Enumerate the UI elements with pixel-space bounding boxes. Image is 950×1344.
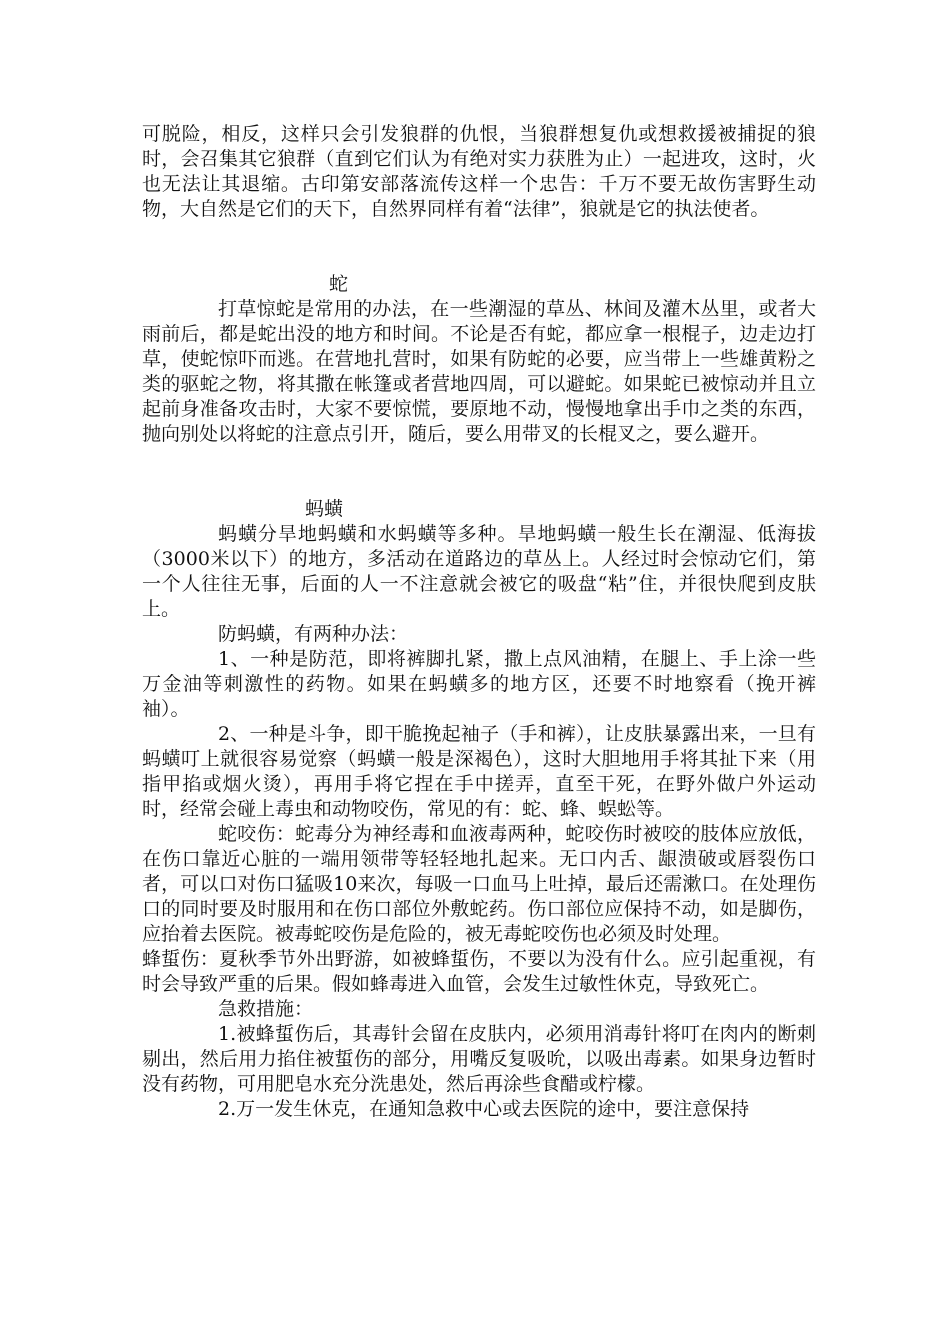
leech-method-2-paragraph: 2、一种是斗争，即干脆挽起袖子（手和裤），让皮肤暴露出来，一旦有蚂蟥叮上就很容易觉察（蚂蟥一般是深褐色），这时大胆地用手将其扯下来（用指甲掐或烟火烫），再用手将它捏在手中搓弄，直至干死，在野外做户外运动时，经常会碰上毒虫和动物咬伤，常见的有：蛇、蜂、蜈蚣等。 <box>142 723 816 820</box>
snake-paragraph: 打草惊蛇是常用的办法，在一些潮湿的草丛、林间及灌木丛里，或者大雨前后，都是蛇出没的地方和时间。不论是否有蛇，都应拿一根棍子，边走边打草，使蛇惊吓而逃。在营地扎营时，如果有防蛇的必要，应当带上一些雄黄粉之类的驱蛇之物，将其撒在帐篷或者营地四周，可以避蛇。如果蛇已被惊动并且立起前身准备攻击时，大家不要惊慌，要原地不动，慢慢地拿出手巾之类的东西，抛向别处以将蛇的注意点引开，随后，要么用带叉的长棍叉之，要么避开。 <box>142 298 816 445</box>
first-aid-step-2: 2.万一发生休克，在通知急救中心或去医院的途中，要注意保持 <box>218 1098 750 1120</box>
snake-bite-paragraph: 蛇咬伤：蛇毒分为神经毒和血液毒两种，蛇咬伤时被咬的肢体应放低，在伤口靠近心脏的一端用领带等轻轻地扎起来。无口内舌、龈溃破或唇裂伤口者，可以口对伤口猛吸10来次，每吸一口血马上吐掉，最后还需漱口。在处理伤口的同时要及时服用和在伤口部位外敷蛇药。伤口部位应保持不动，如是脚伤，应抬着去医院。被毒蛇咬伤是危险的，被无毒蛇咬伤也必须及时处理。 <box>142 823 816 945</box>
first-aid-step-1: 1.被蜂蜇伤后，其毒针会留在皮肤内，必须用消毒针将叮在肉内的断刺剔出，然后用力掐住被蜇伤的部分，用嘴反复吸吮，以吸出毒素。如果身边暂时没有药物，可用肥皂水充分洗患处，然后再涂些食醋或柠檬。 <box>142 1023 816 1095</box>
leech-heading: 蚂蟥 <box>305 498 344 520</box>
bee-sting-paragraph: 蜂蜇伤：夏秋季节外出野游，如被蜂蜇伤，不要以为没有什么。应引起重视，有时会导致严重的后果。假如蜂毒进入血管，会发生过敏性休克，导致死亡。 <box>142 948 816 995</box>
snake-heading: 蛇 <box>329 273 349 295</box>
leech-intro-paragraph: 蚂蟥分旱地蚂蟥和水蚂蟥等多种。旱地蚂蟥一般生长在潮湿、低海拔（3000米以下）的地方，多活动在道路边的草丛上。人经过时会惊动它们，第一个人往往无事，后面的人一不注意就会被它的吸盘“粘”住，并很快爬到皮肤上。 <box>142 523 816 620</box>
document-page <box>142 122 816 1122</box>
spacer <box>142 247 816 272</box>
first-aid-heading: 急救措施： <box>218 998 314 1020</box>
wolf-paragraph-end: 可脱险，相反，这样只会引发狼群的仇恨，当狼群想复仇或想救援被捕捉的狼时，会召集其它狼群（直到它们认为有绝对实力获胜为止）一起进攻，这时，火也无法让其退缩。古印第安部落流传这样一个忠告：千万不要无故伤害野生动物，大自然是它们的天下，自然界同样有着“法律”，狼就是它的执法使者。 <box>142 123 816 220</box>
leech-method-1-paragraph: 1、一种是防范，即将裤脚扎紧，撒上点风油精，在腿上、手上涂一些万金油等刺激性的药物。如果在蚂蟥多的地方区，还要不时地察看（挽开裤袖）。 <box>142 648 816 720</box>
spacer <box>142 222 816 247</box>
spacer <box>142 447 816 472</box>
leech-methods-paragraph: 防蚂蟥，有两种办法： <box>218 623 409 645</box>
spacer <box>142 472 816 497</box>
